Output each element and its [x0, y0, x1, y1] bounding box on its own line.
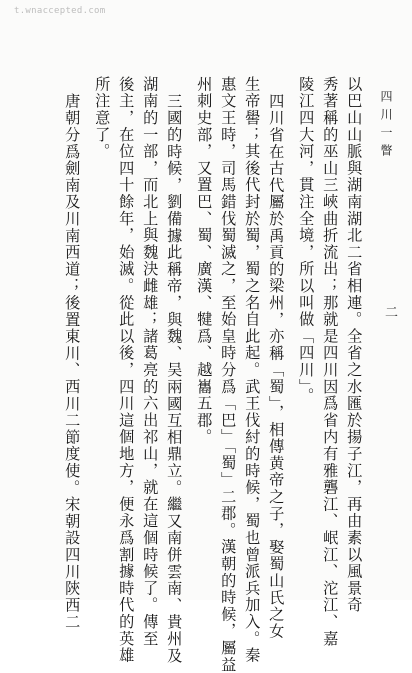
page-number: 二 [382, 305, 397, 318]
text-column-12: 唐朝分爲劍南及川南西道；後置東川、西川二節度使。宋朝設四川陝西二 [63, 93, 82, 631]
text-column-9: 湖南的一部，而北上與魏決雌雄；諸葛亮的六出祁山，就在這個時候了。傳至 [141, 76, 160, 648]
text-column-8: 三國的時候，劉備據此稱帝，與魏、吴兩國互相鼎立。繼又南併雲南、貴州及 [165, 93, 184, 665]
text-column-10: 後主，在位四十餘年，始滅。從此以後，四川這個地方，便永爲割據時代的英雄 [117, 76, 136, 664]
text-column-4: 四川省在古代屬於禹貢的梁州，亦稱「蜀」，相傳黄帝之子，娶蜀山氏之女 [267, 93, 286, 640]
running-title: 四川一瞥 [379, 90, 393, 162]
text-column-6: 惠文王時，司馬錯伐蜀滅之，至始皇時分爲「巴」「蜀」二郡。漢朝的時候，屬益 [219, 76, 238, 673]
text-column-1: 以巴山山脈與湖南湖北二省相連。全省之水匯於揚子江，再由素以風景奇 [345, 76, 364, 614]
watermark: t.wnaccepted.com [14, 6, 106, 16]
text-column-2: 秀著稱的巫山三峽曲折流出；那就是四川因爲省内有雅礱江、岷江、沱江、嘉 [321, 76, 340, 648]
text-column-11: 所注意了。 [93, 76, 112, 160]
text-column-5: 生帝嚳；其後代封於蜀，蜀之名自此起。武王伐紂的時候，蜀也曾派兵加入。秦 [243, 76, 262, 664]
text-column-3: 陵江四大河，貫注全境，所以叫做「四川」。 [297, 76, 316, 405]
text-column-7: 州刺史部，又置巴、蜀、廣漢、犍爲、越巂五郡。 [195, 76, 214, 446]
